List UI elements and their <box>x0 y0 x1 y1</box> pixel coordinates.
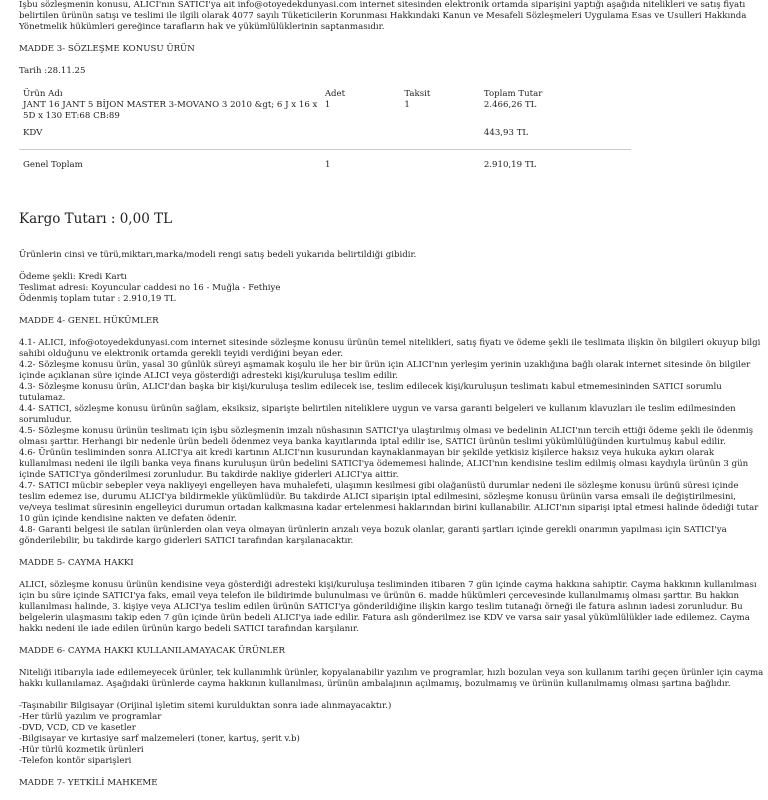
kdv-value: 443,93 TL <box>483 128 529 138</box>
total-table <box>19 160 631 171</box>
kdv-label: KDV <box>23 128 43 138</box>
col-header-total: Toplam Tutar <box>483 89 543 99</box>
product-name: JANT 16 JANT 5 BİJON MASTER 3-MOVANO 3 2010 &gt; 6 J x 16 x 5D x 130 ET:68 CB:89 <box>23 100 318 121</box>
delivery-address: Teslimat adresi: Koyuncular caddesi no 16 - Muğla - Fethiye <box>19 283 281 294</box>
total-label: Genel Toplam <box>23 160 83 170</box>
kargo-amount: Kargo Tutarı : 0,00 TL <box>19 211 173 227</box>
madde7-title: MADDE 7- YETKİLİ MAHKEME <box>19 778 158 789</box>
list-item: -Telefon kontör siparişleri <box>19 756 132 767</box>
list-item: -Taşınabilir Bilgisayar (Orijinal işletim sitemi kurulduktan sonra iade alınmayacaktır.) <box>19 701 392 712</box>
total-row <box>19 160 631 171</box>
madde4-item: 4.4- SATICI, sözleşme konusu ürünün sağlam, eksiksiz, siparişte belirtilen niteliklere uygun ve varsa garanti belgeleri ve kullanım klavuzları ile teslim edilmesinden sorumludur. <box>19 404 736 426</box>
madde4-item: 4.5- Sözleşme konusu ürünün teslimatı için işbu sözleşmenin imzalı nüshasının SATICI'ya ulaştırılmış olması ve bedelinin ALICI'nın tercih ettiği ödeme şekli ile ödenmiş olması şarttır. Herhangi bir nedenle ürün bedeli ödenmez veya banka kayıtlarında iptal edilir ise, SATICI ürünün teslimi yükümlülüğünden kurtulmuş kabul edilir. <box>19 426 754 448</box>
contract-document <box>19 0 767 800</box>
order-date: Tarih :28.11.25 <box>19 66 86 76</box>
madde6-title: MADDE 6- CAYMA HAKKI KULLANILAMAYACAK ÜRÜNLER <box>19 646 285 657</box>
product-tutar: 2.466,26 TL <box>483 100 537 110</box>
col-header-taksit: Taksit <box>404 89 431 99</box>
madde4-item: 4.2- Sözleşme konusu ürün, yasal 30 günlük süreyi aşmamak koşulu ile her bir ürün için ALICI'nın yerleşim yerinin uzaklığına bağlı olarak internet sitesinde ön bilgiler içinde açıklanan süre içinde ALICI veya gösterdiği adresteki kişi/kuruluşa teslim edilir. <box>19 360 751 382</box>
list-item: -Hür türlü kozmetik ürünleri <box>19 745 144 756</box>
table-divider <box>19 149 631 150</box>
madde3-title: MADDE 3- SÖZLEŞME KONUSU ÜRÜN <box>19 44 195 54</box>
madde4-item: 4.6- Ürünün tesliminden sonra ALICI'ya ait kredi kartının ALICI'nın kusurundan kaynaklanmayan bir şekilde yetkisiz kişilerce haksız veya hukuka aykırı olarak kullanılması nedeni ile ilgili banka veya finans kuruluşun ürün bedelini SATICI'ya ödememesi halinde, ALICI'nın kendisine teslim edilmiş olması kaydıyla ürünün 3 gün içinde SATICI'ya gönderilmesi zorunludur. Bu takdirde nakliye giderleri ALICI'ya aittir. <box>19 448 749 481</box>
payment-info <box>19 272 767 305</box>
list-item: -Bilgisayar ve kırtasiye sarf malzemeleri (toner, kartuş, şerit v.b) <box>19 734 300 745</box>
total-value: 2.910,19 TL <box>483 160 537 170</box>
order-table-header <box>19 89 631 100</box>
total-adet: 1 <box>324 160 331 170</box>
paid-total: Ödenmiş toplam tutar : 2.910,19 TL <box>19 294 176 305</box>
madde4-item: 4.3- Sözleşme konusu ürün, ALICI'dan başka bir kişi/kuruluşa teslim edilecek ise, teslim edilecek kişi/kuruluşun teslimatı kabul etmemesininden SATICI sorumlu tutulamaz. <box>19 382 722 404</box>
kdv-row <box>19 122 631 139</box>
madde5-text: ALICI, sözleşme konusu ürünün kendisine veya gösterdiği adresteki kişi/kuruluşa tesliminden itibaren 7 gün içinde cayma hakkına sahiptir. Cayma hakkının kullanılması için bu süre içinde SATICI'ya faks, email veya telefon ile bildirimde bulunulması ve ürünün 6. madde hükümleri çercevesinde kullanılmamış olması şarttır. Bu hakkın kullanılması halinde, 3. kişiye veya ALICI'ya teslim edilen ürünün SATICI'ya gönderildiğine ilişkin kargo teslim tutanağı örneği ile fatura aslının iadesi zorunludur. Bu belgelerin ulaşmasını takip eden 7 gün içinde ürün bedeli ALICI'ya iade edilir. Fatura aslı gönderilmez ise KDV ve varsa sair yasal yükümlülükler iade edilemez. Cayma hakkı nedeni ile iade edilen ürünün kargo bedeli SATICI tarafından karşılanır. <box>19 580 757 635</box>
list-item: -DVD, VCD, CD ve kasetler <box>19 723 136 734</box>
intro-paragraph: İşbu sözleşmenin konusu, ALICI'nın SATICI'ya ait info@otoyedekdunyasi.com internet sitesinden elektronik ortamda siparişini yaptığı aşağıda nitelikleri ve satış fiyatı belirtilen ürünün satışı ve teslimi ile ilgili olarak 4077 sayılı Tüketicilerin Korunması Hakkındaki Kanun ve Mesafeli Sözleşmeleri Uygulama Esas ve Usulleri Hakkında Yönetmelik hükümleri gereğince tarafların hak ve yükümlülüklerinin saptanmasıdır. <box>19 0 747 32</box>
madde6-list <box>19 701 767 767</box>
madde5-title: MADDE 5- CAYMA HAKKI <box>19 558 134 569</box>
product-taksit: 1 <box>404 100 410 110</box>
madde4-title: MADDE 4- GENEL HÜKÜMLER <box>19 316 159 327</box>
madde4-item: 4.8- Garanti belgesi ile satılan ürünlerden olan veya olmayan ürünlerin arızalı veya bozuk olanlar, garanti şartları içinde gerekli onarımın yapılması için SATICI'ya gönderilebilir, bu takdirde kargo giderleri SATICI tarafından karşılanacaktır. <box>19 525 727 547</box>
col-header-adet: Adet <box>324 89 346 99</box>
madde4-items <box>19 338 767 547</box>
list-item: -Her türlü yazılım ve programlar <box>19 712 162 723</box>
madde4-item: 4.1- ALICI, info@otoyedekdunyasi.com internet sitesinde sözleşme konusu ürünün temel nitelikleri, satış fiyatı ve ödeme şekli ile teslimata ilişkin ön bilgileri okuyup bilgi sahibi olduğunu ve elektronik ortamda gerekli teyidi verdiğini beyan eder. <box>19 338 761 360</box>
product-adet: 1 <box>324 100 331 110</box>
col-header-product: Ürün Adı <box>23 89 63 99</box>
payment-method: Ödeme şekli: Kredi Kartı <box>19 272 127 283</box>
product-row <box>19 100 631 122</box>
madde4-item: 4.7- SATICI mücbir sebepler veya nakliyeyi engelleyen hava muhalefeti, ulaşımın kesilmesi gibi olağanüstü durumlar nedeni ile sözleşme konusu ürünü süresi içinde teslim edemez ise, durumu ALICI'ya bildirmekle yükümlüdür. Bu takdirde ALICI siparişin iptal edilmesini, sözleşme konusu ürünün varsa emsali ile değiştirilmesini, ve/veya teslimat süresinin engelleyici durumun ortadan kalkmasına kadar ertelenmesi haklarından birini kullanabilir. ALICI'nın siparişi iptal etmesi halinde ödediği tutar 10 gün içinde kendisine nakten ve defaten ödenir. <box>19 481 759 525</box>
order-table <box>19 89 631 139</box>
madde6-text: Niteliği itibarıyla iade edilemeyecek ürünler, tek kullanımlık ürünler, kopyalanabilir yazılım ve programlar, hızlı bozulan veya son kullanım tarihi geçen ürünler için cayma hakkı kullanılamaz. Aşağıdaki ürünlerde cayma hakkının kullanılması, ürünün ambalajının açılmamış, bozulmamış ve ürünün kullanılmamış olması şartına bağlıdır. <box>19 668 764 690</box>
product-info: Ürünlerin cinsi ve türü,miktarı,marka/modeli rengi satış bedeli yukarıda belirtildiği gibidir. <box>19 250 417 261</box>
